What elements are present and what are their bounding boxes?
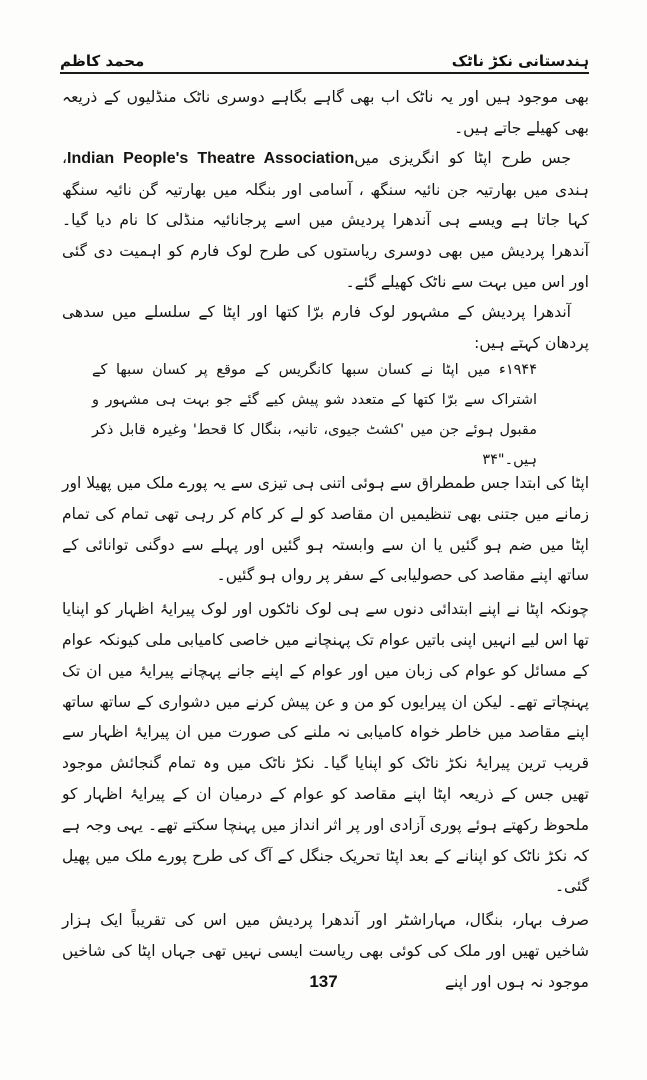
paragraph-2-rest: ، ہندی میں بھارتیہ جن نائیہ سنگھ ، آسامی اور بنگلہ میں بھارتیہ گن نائیہ سنگھ کہا جاتا ہے ویسے ہی آندھرا پردیش میں اسے پرجانائیہ منڈلی کا نام دیا گیا۔ آندھرا پردیش میں بھی دوسری ریاستوں کی طرح لوک فارم کو اہمیت دی گئی اور اس میں بہت سے ناٹک کھیلے گئے۔ xyxy=(62,149,589,291)
paragraph-2 xyxy=(62,143,589,297)
paragraph-3: آندھرا پردیش کے مشہور لوک فارم برّا کتھا اور اپٹا کے سلسلے میں سدھی پردھان کہتے ہیں: xyxy=(62,303,589,352)
running-header xyxy=(60,48,589,74)
paragraph-4: اپٹا کی ابتدا جس طمطراق سے ہوئی اتنی ہی تیزی سے یہ پورے ملک میں پھیلا اور زمانے میں جتنی بھی تنظیمیں ان مقاصد کو لے کر کام کر رہی تھی تمام کی تمام اپٹا میں ضم ہو گئیں یا ان سے وابستہ ہو گئیں اور پہلے سے دوگنی توانائی کے ساتھ اپنے مقاصد کی حصولیابی کے سفر پر رواں ہو گئیں۔ xyxy=(62,474,589,585)
paragraph-1: بھی موجود ہیں اور یہ ناٹک اب بھی گاہے بگاہے دوسری ناٹک منڈلیوں کے ذریعہ بھی کھیلے جاتے ہیں۔ xyxy=(62,88,589,137)
author-name: محمد کاظم xyxy=(60,52,145,70)
block-quote: ۱۹۴۴ء میں اپٹا نے کسان سبھا کانگریس کے موقع پر کسان سبھا کے اشتراک سے برّا کتھا کے متعدد شو پیش کیے گئے جو بہت ہی مشہور و مقبول ہوئے جن میں 'کشٹ جیوی، تانیہ، بنگال کا قحط' وغیرہ قابل ذکر ہیں۔"۳۴ xyxy=(92,362,537,468)
body-text-bottom xyxy=(62,468,589,1001)
paragraph-5: چونکہ اپٹا نے اپنے ابتدائی دنوں سے ہی لوک ناٹکوں اور لوک پیرایۂ اظہار کو اپنایا تھا اس لیے انہیں اپنی باتیں عوام تک پہنچانے میں خاصی کامیابی ملی کیونکہ عوام کے مسائل کو عوام کی زبان میں اور عوام کے اپنے جانے پہچانے پیرایۂ میں ان تک پہنچاتے تھے۔ لیکن ان پیرایوں کو من و عن پیش کرنے میں دشواری کے ساتھ ساتھ اپنے مقاصد میں خاطر خواہ کامیابی نہ ملنے کی صورت میں ان پیرایۂ اظہار سے قریب ترین پیرایۂ نکڑ ناٹک کو اپنایا گیا۔ نکڑ ناٹک میں وہ تمام گنجائش موجود تھیں جس کے ذریعہ اپٹا اپنے مقاصد کو عوام کے درمیان ان کے پیرایۂ اظہار کو ملحوظ رکھتے ہوئے پوری آزادی اور پر اثر انداز میں پہنچا سکتے تھے۔ یہی وجہ ہے کہ نکڑ ناٹک کو اپنانے کے بعد اپٹا تحریک جنگل کے آگ کی طرح پورے ملک میں پھیل گئی۔ xyxy=(62,600,589,896)
paragraph-2-start: جس طرح اپٹا کو انگریزی میں xyxy=(354,149,571,168)
body-text-top xyxy=(62,82,589,358)
english-organization-name: Indian People's Theatre Association xyxy=(67,150,355,168)
book-title: ہندستانی نکڑ ناٹک xyxy=(451,52,589,70)
page-number: 137 xyxy=(309,972,338,991)
paragraph-6: صرف بہار، بنگال، مہاراشٹر اور آندھرا پردیش میں اس کی تقریباً ایک ہزار شاخیں تھیں اور ملک کی کوئی بھی ریاست ایسی نہیں تھی جہاں اپٹا کی شاخیں موجود نہ ہوں اور اپنے xyxy=(62,911,589,991)
